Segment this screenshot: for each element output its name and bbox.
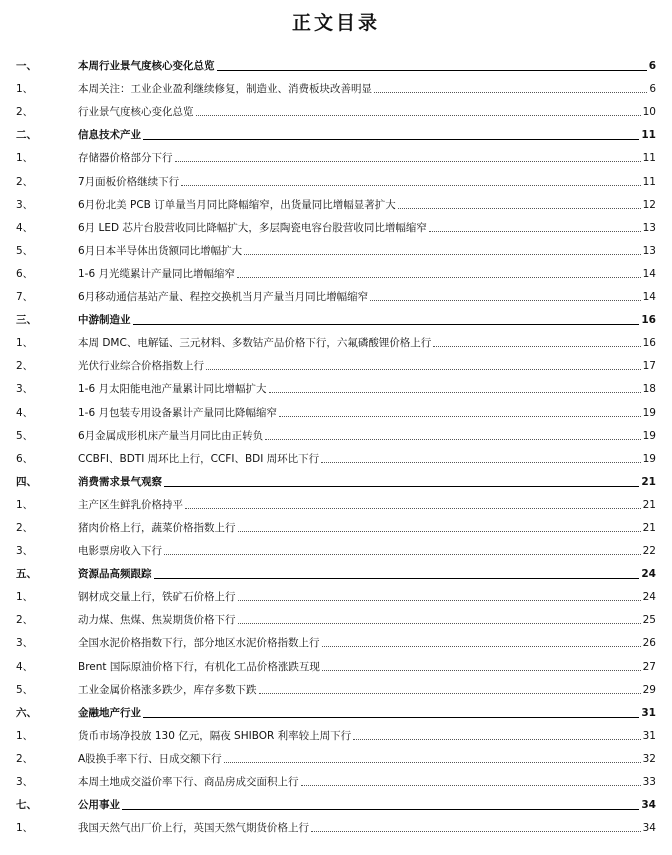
toc-section-row[interactable] [0, 283, 672, 306]
toc-page-number[interactable]: 16 [642, 337, 656, 350]
toc-leader-dots [322, 646, 641, 647]
toc-page-number[interactable]: 32 [642, 752, 656, 765]
toc-entry[interactable] [78, 429, 656, 443]
toc-entry-number: 7、 [16, 291, 34, 304]
toc-section-row[interactable] [0, 144, 672, 167]
toc-entry-title[interactable]: CCBFI、BDTI 周环比上行，CCFI、BDI 周环比下行 [78, 452, 320, 465]
toc-entry[interactable] [78, 636, 656, 650]
toc-leader-dots [259, 693, 641, 694]
toc-entry-title[interactable]: 6月 LED 芯片台股营收同比降幅扩大，多层陶瓷电容台股营收同比增幅缩窄 [78, 221, 427, 234]
toc-leader-dots [244, 254, 640, 255]
toc-leader-dots [164, 554, 641, 555]
toc-chapter-row[interactable] [0, 306, 672, 329]
toc-section-row[interactable] [0, 652, 672, 675]
toc-chapter-row[interactable] [0, 560, 672, 583]
toc-entry[interactable] [78, 752, 656, 766]
toc-leader-dots [122, 809, 639, 810]
toc-page-number[interactable]: 24 [642, 591, 656, 604]
toc-page-number[interactable]: 29 [642, 683, 656, 696]
toc-leader-dots [175, 161, 641, 162]
toc-section-row[interactable] [0, 75, 672, 98]
toc-entry-number: 5、 [16, 429, 34, 442]
toc-entry[interactable] [78, 406, 656, 420]
toc-entry-number: 3、 [16, 637, 34, 650]
toc-page-number[interactable]: 31 [641, 706, 656, 719]
toc-entry[interactable] [78, 128, 656, 142]
toc-entry-number: 1、 [16, 591, 34, 604]
toc-section-row[interactable] [0, 98, 672, 121]
toc-entry-number: 3、 [16, 776, 34, 788]
toc-section-row[interactable] [0, 629, 672, 652]
toc-section-row[interactable] [0, 214, 672, 237]
toc-leader-dots [374, 92, 647, 93]
toc-page-number[interactable]: 33 [642, 776, 656, 788]
toc-section-row[interactable] [0, 237, 672, 260]
toc-entry[interactable] [78, 336, 656, 350]
toc-entry-title[interactable]: 资源品高频跟踪 [78, 568, 152, 581]
toc-section-row[interactable] [0, 537, 672, 560]
toc-page-number[interactable]: 11 [641, 129, 656, 142]
toc-leader-dots [181, 185, 640, 186]
toc-entry-number: 3、 [16, 545, 34, 558]
toc-entry-title[interactable]: 1-6 月光缆累计产量同比增幅缩窄 [78, 267, 235, 280]
toc-page-number[interactable]: 26 [642, 637, 656, 650]
toc-page-number[interactable]: 21 [642, 498, 656, 511]
toc-section-row[interactable] [0, 514, 672, 537]
toc-section-row[interactable] [0, 445, 672, 468]
toc-entry-number: 1、 [16, 152, 34, 165]
toc-leader-dots [143, 139, 639, 140]
toc-entry[interactable] [78, 590, 656, 604]
toc-entry[interactable] [78, 59, 656, 73]
toc-entry-title[interactable]: 存储器价格部分下行 [78, 152, 173, 165]
toc-page-number[interactable]: 18 [642, 383, 656, 396]
toc-leader-dots [269, 392, 641, 393]
toc-leader-dots [196, 115, 641, 116]
toc-entry-title[interactable]: 电影票房收入下行 [78, 545, 162, 558]
toc-page-number[interactable]: 34 [641, 799, 656, 812]
toc-entry[interactable] [78, 521, 656, 535]
toc-leader-dots [154, 578, 640, 579]
toc-entry[interactable] [78, 498, 656, 512]
toc-page-number[interactable]: 19 [642, 406, 656, 419]
toc-entry[interactable] [78, 267, 656, 281]
toc-section-row[interactable] [0, 768, 672, 791]
toc-leader-dots [279, 416, 641, 417]
toc-page-number[interactable]: 14 [642, 291, 656, 304]
toc-page-number[interactable]: 11 [642, 175, 656, 188]
toc-leader-dots [353, 739, 640, 740]
toc-section-row[interactable] [0, 375, 672, 398]
toc-entry-title[interactable]: 钢材成交量上行，铁矿石价格上行 [78, 591, 236, 604]
toc-entry-number: 1、 [16, 822, 34, 835]
toc-entry-number: 4、 [16, 660, 34, 673]
toc-leader-dots [238, 600, 641, 601]
toc-entry[interactable] [78, 313, 656, 327]
toc-leader-dots [301, 785, 641, 786]
toc-leader-dots [238, 531, 641, 532]
toc-entry[interactable] [78, 706, 656, 720]
toc-entry[interactable] [78, 105, 656, 119]
toc-section-row[interactable] [0, 167, 672, 190]
toc-entry-number: 2、 [16, 175, 34, 188]
toc-entry[interactable] [78, 729, 656, 743]
toc-section-row[interactable] [0, 329, 672, 352]
toc-entry[interactable] [78, 359, 656, 373]
toc-chapter-row[interactable] [0, 699, 672, 722]
toc-entry-title[interactable]: 信息技术产业 [78, 129, 141, 142]
toc-section-row[interactable] [0, 352, 672, 375]
toc-entry-number: 5、 [16, 683, 34, 696]
toc-entry-number: 六、 [16, 706, 37, 719]
toc-leader-dots [164, 486, 639, 487]
toc-entry[interactable] [78, 821, 656, 835]
toc-entry-number: 2、 [16, 360, 34, 373]
toc-entry-title[interactable]: 工业金属价格涨多跌少，库存多数下跌 [78, 683, 257, 696]
toc-section-row[interactable] [0, 191, 672, 214]
toc-page-number[interactable]: 6 [649, 83, 656, 96]
toc-entry[interactable] [78, 82, 656, 96]
toc-leader-dots [133, 324, 640, 325]
toc-leader-dots [398, 208, 641, 209]
toc-leader-dots [143, 717, 639, 718]
toc-page-number[interactable]: 12 [642, 198, 656, 211]
toc-entry[interactable] [78, 775, 656, 789]
toc-entry-number: 一、 [16, 60, 37, 73]
toc-entry-number: 5、 [16, 244, 34, 257]
toc-entry[interactable] [78, 475, 656, 489]
toc-entry[interactable] [78, 244, 656, 258]
toc-entry-title[interactable]: 本周 DMC、电解锰、三元材料、多数钴产品价格下行，六氟磷酸锂价格上行 [78, 337, 432, 350]
toc-entry-number: 四、 [16, 475, 37, 488]
toc-entry-number: 1、 [16, 498, 34, 511]
toc-entry-title[interactable]: 动力煤、焦煤、焦炭期货价格下行 [78, 614, 236, 627]
toc-entry-number: 3、 [16, 198, 34, 211]
toc-entry-number: 五、 [16, 568, 37, 581]
toc-entry-title[interactable]: 货币市场净投放 130 亿元，隔夜 SHIBOR 利率较上周下行 [78, 729, 352, 742]
toc-chapter-row[interactable] [0, 52, 672, 75]
toc-page-number[interactable]: 16 [641, 314, 656, 327]
toc-entry[interactable] [78, 382, 656, 396]
toc-entry-number: 2、 [16, 106, 34, 119]
toc-entry-title[interactable]: 6月份北美 PCB 订单量当月同比降幅缩窄，出货量同比增幅显著扩大 [78, 198, 396, 211]
toc-page-number[interactable]: 34 [642, 822, 656, 835]
toc-entry-title[interactable]: 6月日本半导体出货额同比增幅扩大 [78, 244, 243, 257]
toc-entry-title[interactable]: 主产区生鲜乳价格持平 [78, 498, 183, 511]
toc-entry-number: 4、 [16, 406, 34, 419]
toc-page-number[interactable]: 11 [642, 152, 656, 165]
toc-entry-title[interactable]: Brent 国际原油价格下行，有机化工品价格涨跌互现 [78, 660, 320, 673]
toc-leader-dots [238, 623, 641, 624]
toc-entry-title[interactable]: 猪肉价格上行，蔬菜价格指数上行 [78, 521, 236, 534]
toc-section-row[interactable] [0, 398, 672, 421]
toc-entry-title[interactable]: A股换手率下行、日成交额下行 [78, 752, 222, 765]
toc-leader-dots [321, 462, 640, 463]
toc-page-number[interactable]: 25 [642, 614, 656, 627]
toc-entry-title[interactable]: 6月金属成形机床产量当月同比由正转负 [78, 429, 264, 442]
toc-entry[interactable] [78, 798, 656, 812]
toc-chapter-row[interactable] [0, 791, 672, 814]
toc-page-number[interactable]: 24 [641, 568, 656, 581]
toc-page-number[interactable]: 17 [642, 360, 656, 373]
toc-entry-number: 1、 [16, 83, 34, 96]
toc-entry-number: 二、 [16, 129, 37, 142]
toc-section-row[interactable] [0, 745, 672, 768]
toc-entry-number: 七、 [16, 799, 37, 812]
toc-entry-number: 2、 [16, 614, 34, 627]
toc-page-number[interactable]: 21 [642, 521, 656, 534]
toc-entry-title[interactable]: 7月面板价格继续下行 [78, 175, 180, 188]
toc-entry[interactable] [78, 175, 656, 189]
toc-entry-number: 1、 [16, 337, 34, 350]
toc-page-number[interactable]: 13 [642, 221, 656, 234]
toc-entry[interactable] [78, 567, 656, 581]
toc-section-row[interactable] [0, 722, 672, 745]
toc-entry[interactable] [78, 151, 656, 165]
toc-entry[interactable] [78, 198, 656, 212]
toc-page-number[interactable]: 10 [642, 106, 656, 119]
toc-entry-number: 3、 [16, 383, 34, 396]
toc-entry-title[interactable]: 6月移动通信基站产量、程控交换机当月产量当月同比增幅缩窄 [78, 291, 369, 304]
toc-entry-title[interactable]: 1-6 月太阳能电池产量累计同比增幅扩大 [78, 383, 267, 396]
toc-entry-number: 4、 [16, 221, 34, 234]
toc-page-number[interactable]: 14 [642, 267, 656, 280]
toc-entry-number: 2、 [16, 521, 34, 534]
toc-chapter-row[interactable] [0, 468, 672, 491]
toc-leader-dots [206, 369, 641, 370]
toc-entry-title[interactable]: 我国天然气出厂价上行，英国天然气期货价格上行 [78, 822, 309, 835]
toc-entry[interactable] [78, 452, 656, 466]
toc-leader-dots [433, 346, 640, 347]
toc-section-row[interactable] [0, 583, 672, 606]
toc-entry-title[interactable]: 本周关注：工业企业盈利继续修复，制造业、消费板块改善明显 [78, 83, 372, 96]
toc-entry-title[interactable]: 消费需求景气观察 [78, 475, 162, 488]
toc-entry-number: 1、 [16, 729, 34, 742]
toc-page-number[interactable]: 19 [642, 429, 656, 442]
toc-section-row[interactable] [0, 606, 672, 629]
toc-section-row[interactable] [0, 814, 672, 837]
toc-entry-title[interactable]: 本周土地成交溢价率下行、商品房成交面积上行 [78, 776, 299, 788]
toc-leader-dots [217, 70, 647, 71]
toc-page-number[interactable]: 13 [642, 244, 656, 257]
toc-leader-dots [265, 439, 640, 440]
toc-page-number[interactable]: 31 [642, 729, 656, 742]
toc-entry-title[interactable]: 光伏行业综合价格指数上行 [78, 360, 204, 373]
toc-page-number[interactable]: 21 [641, 475, 656, 488]
toc-page-number[interactable]: 27 [642, 660, 656, 673]
toc-entry[interactable] [78, 683, 656, 697]
toc-entry[interactable] [78, 544, 656, 558]
toc-section-row[interactable] [0, 422, 672, 445]
toc-page-number[interactable]: 6 [648, 60, 656, 73]
toc-leader-dots [311, 831, 641, 832]
toc-section-row[interactable] [0, 676, 672, 699]
table-of-contents [0, 52, 672, 837]
toc-entry-number: 6、 [16, 267, 34, 280]
toc-leader-dots [370, 300, 640, 301]
toc-entry-title[interactable]: 中游制造业 [78, 314, 131, 327]
toc-entry-title[interactable]: 本周行业景气度核心变化总览 [78, 60, 215, 73]
toc-leader-dots [429, 231, 641, 232]
toc-entry[interactable] [78, 613, 656, 627]
toc-entry-title[interactable]: 金融地产行业 [78, 706, 141, 719]
toc-entry-number: 三、 [16, 314, 37, 327]
toc-section-row[interactable] [0, 260, 672, 283]
toc-entry[interactable] [78, 660, 656, 674]
toc-section-row[interactable] [0, 491, 672, 514]
toc-entry-title[interactable]: 1-6 月包装专用设备累计产量同比降幅缩窄 [78, 406, 277, 419]
page-title: 正文目录 [291, 12, 380, 34]
toc-leader-dots [224, 762, 641, 763]
toc-page-number[interactable]: 22 [642, 545, 656, 558]
toc-entry[interactable] [78, 290, 656, 304]
toc-leader-dots [185, 508, 641, 509]
toc-entry-title[interactable]: 全国水泥价格指数下行，部分地区水泥价格指数上行 [78, 637, 320, 650]
toc-leader-dots [322, 670, 641, 671]
toc-chapter-row[interactable] [0, 121, 672, 144]
toc-page-number[interactable]: 19 [642, 452, 656, 465]
toc-entry-title[interactable]: 行业景气度核心变化总览 [78, 106, 194, 119]
toc-entry[interactable] [78, 221, 656, 235]
toc-entry-title[interactable]: 公用事业 [78, 799, 120, 812]
toc-leader-dots [237, 277, 641, 278]
toc-entry-number: 2、 [16, 752, 34, 765]
toc-entry-number: 6、 [16, 452, 34, 465]
